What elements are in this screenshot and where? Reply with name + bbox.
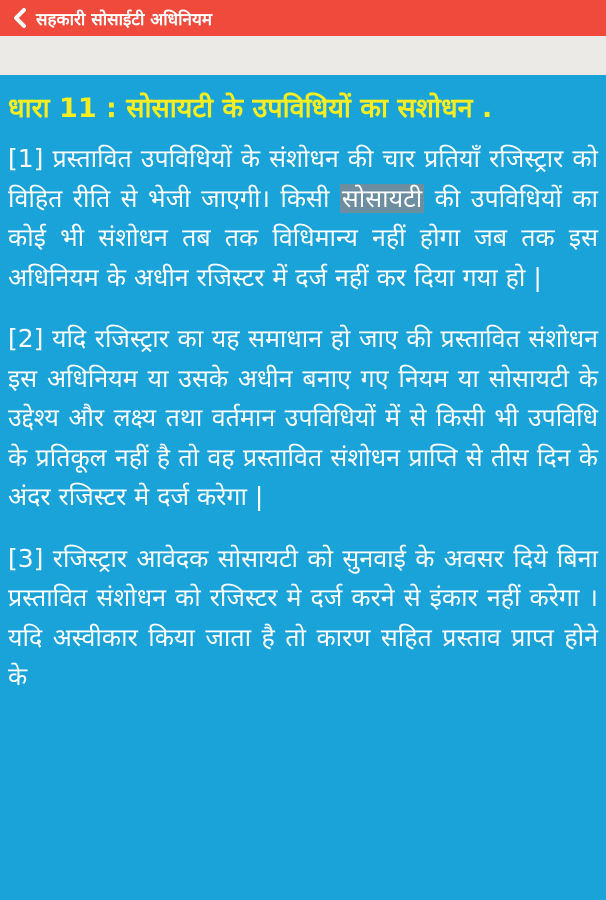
paragraph-1 [8,139,598,297]
toolbar-band [0,36,606,75]
paragraph-3: [3] रजिस्ट्रार आवेदक सोसायटी को सुनवाई के अवसर दिये बिना प्रस्तावित संशोधन को रजिस्टर मे दर्ज करने से इंकार नहीं करेगा । यदि अस्वीकार किया जाता है तो कारण सहित प्रस्ताव प्राप्त होने के [8,543,598,691]
app-title: सहकारी सोसाईटी अधिनियम [36,9,212,30]
paragraph-2: [2] यदि रजिस्ट्रार का यह समाधान हो जाए की प्रस्तावित संशोधन इस अधिनियम या उसके अधीन बनाए गए नियम या सोसायटी के उद्देश्य और लक्ष्य तथा वर्तमान उपविधियों में से किसी भी उपविधि के प्रतिकूल नहीं है तो वह प्रस्तावित संशोधन प्राप्ति से तीस दिन के अंदर रजिस्टर मे दर्ज करेगा | [8,324,598,511]
paragraph-1-text-end: की उपविधियों का कोई भी संशोधन तब तक विधिमान्य नहीं होगा जब तक इस अधिनियम के अधीन रजिस्टर में दर्ज नहीं कर दिया गया हो | [8,183,598,292]
chevron-left-icon[interactable] [10,7,32,29]
app-header [0,0,606,36]
article-content[interactable] [0,75,606,900]
paragraph-1-text-start: [1] प्रस्तावित उपविधियों के संशोधन की चार प्रतियाँ रजिस्ट्रार को विहित रीति से भेजी जाएगी। किसी [8,144,598,213]
section-heading: धारा 11 : सोसायटी के उपविधियों का सशोधन . [8,93,493,124]
selected-text-highlight[interactable]: सोसायटी [341,183,423,213]
back-button[interactable] [10,0,212,36]
